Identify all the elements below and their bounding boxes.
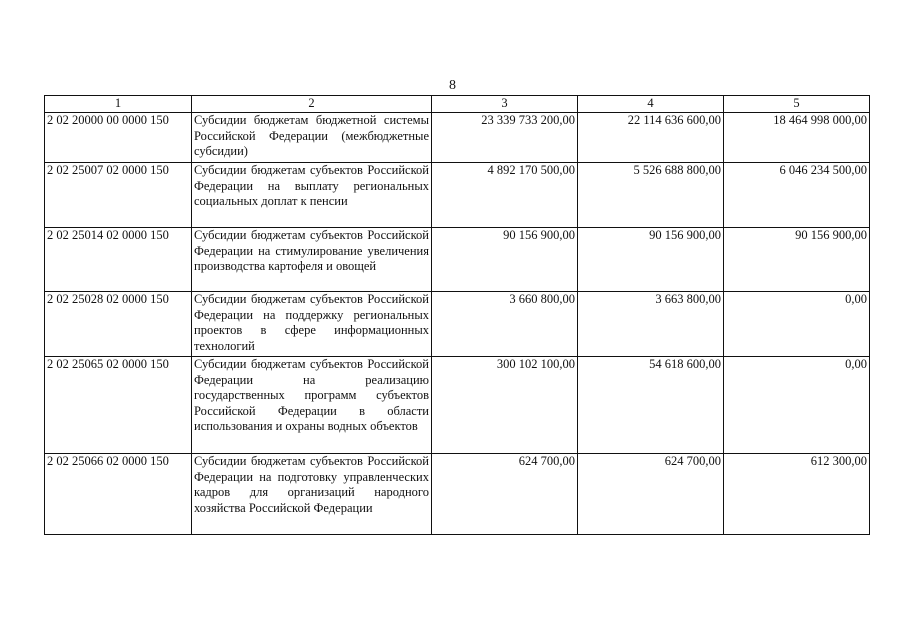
amount-cell-col4: 5 526 688 800,00 — [578, 163, 724, 228]
amount-cell-col4: 624 700,00 — [578, 454, 724, 535]
amount-cell-col5: 90 156 900,00 — [724, 228, 870, 292]
amount-cell-col4: 54 618 600,00 — [578, 357, 724, 454]
description-cell: Субсидии бюджетам субъектов Российской Федерации на подготовку управленческих кадров для организаций народного хозяйства Российской Федерации — [192, 454, 432, 535]
budget-code-cell: 2 02 25014 02 0000 150 — [45, 228, 192, 292]
amount-cell-col3: 3 660 800,00 — [432, 292, 578, 357]
table-row — [45, 454, 870, 535]
column-header-value-5: 5 — [724, 96, 870, 113]
budget-code-cell: 2 02 25066 02 0000 150 — [45, 454, 192, 535]
page-number: 8 — [449, 78, 456, 93]
amount-cell-col3: 4 892 170 500,00 — [432, 163, 578, 228]
amount-cell-col5: 18 464 998 000,00 — [724, 113, 870, 163]
amount-cell-col4: 22 114 636 600,00 — [578, 113, 724, 163]
column-header-value-4: 4 — [578, 96, 724, 113]
amount-cell-col5: 0,00 — [724, 357, 870, 454]
column-header-code: 1 — [45, 96, 192, 113]
budget-code-cell: 2 02 25028 02 0000 150 — [45, 292, 192, 357]
table-row — [45, 113, 870, 163]
description-cell: Субсидии бюджетам субъектов Российской Федерации на выплату региональных социальных доплат к пенсии — [192, 163, 432, 228]
description-cell: Субсидии бюджетам бюджетной системы Российской Федерации (межбюджетные субсидии) — [192, 113, 432, 163]
budget-code-cell: 2 02 25065 02 0000 150 — [45, 357, 192, 454]
amount-cell-col3: 90 156 900,00 — [432, 228, 578, 292]
column-header-name: 2 — [192, 96, 432, 113]
description-cell: Субсидии бюджетам субъектов Российской Федерации на поддержку региональных проектов в сфере информационных технологий — [192, 292, 432, 357]
description-cell: Субсидии бюджетам субъектов Российской Федерации на реализацию государственных программ субъектов Российской Федерации в области использования и охраны водных объектов — [192, 357, 432, 454]
table-header-row — [45, 96, 870, 113]
table-row — [45, 357, 870, 454]
table-row — [45, 228, 870, 292]
table-row — [45, 163, 870, 228]
amount-cell-col5: 6 046 234 500,00 — [724, 163, 870, 228]
column-header-value-3: 3 — [432, 96, 578, 113]
budget-code-cell: 2 02 25007 02 0000 150 — [45, 163, 192, 228]
amount-cell-col4: 3 663 800,00 — [578, 292, 724, 357]
amount-cell-col5: 0,00 — [724, 292, 870, 357]
budget-code-cell: 2 02 20000 00 0000 150 — [45, 113, 192, 163]
amount-cell-col3: 624 700,00 — [432, 454, 578, 535]
budget-table — [44, 95, 870, 535]
amount-cell-col5: 612 300,00 — [724, 454, 870, 535]
table-row — [45, 292, 870, 357]
description-cell: Субсидии бюджетам субъектов Российской Федерации на стимулирование увеличения производства картофеля и овощей — [192, 228, 432, 292]
amount-cell-col4: 90 156 900,00 — [578, 228, 724, 292]
amount-cell-col3: 23 339 733 200,00 — [432, 113, 578, 163]
amount-cell-col3: 300 102 100,00 — [432, 357, 578, 454]
